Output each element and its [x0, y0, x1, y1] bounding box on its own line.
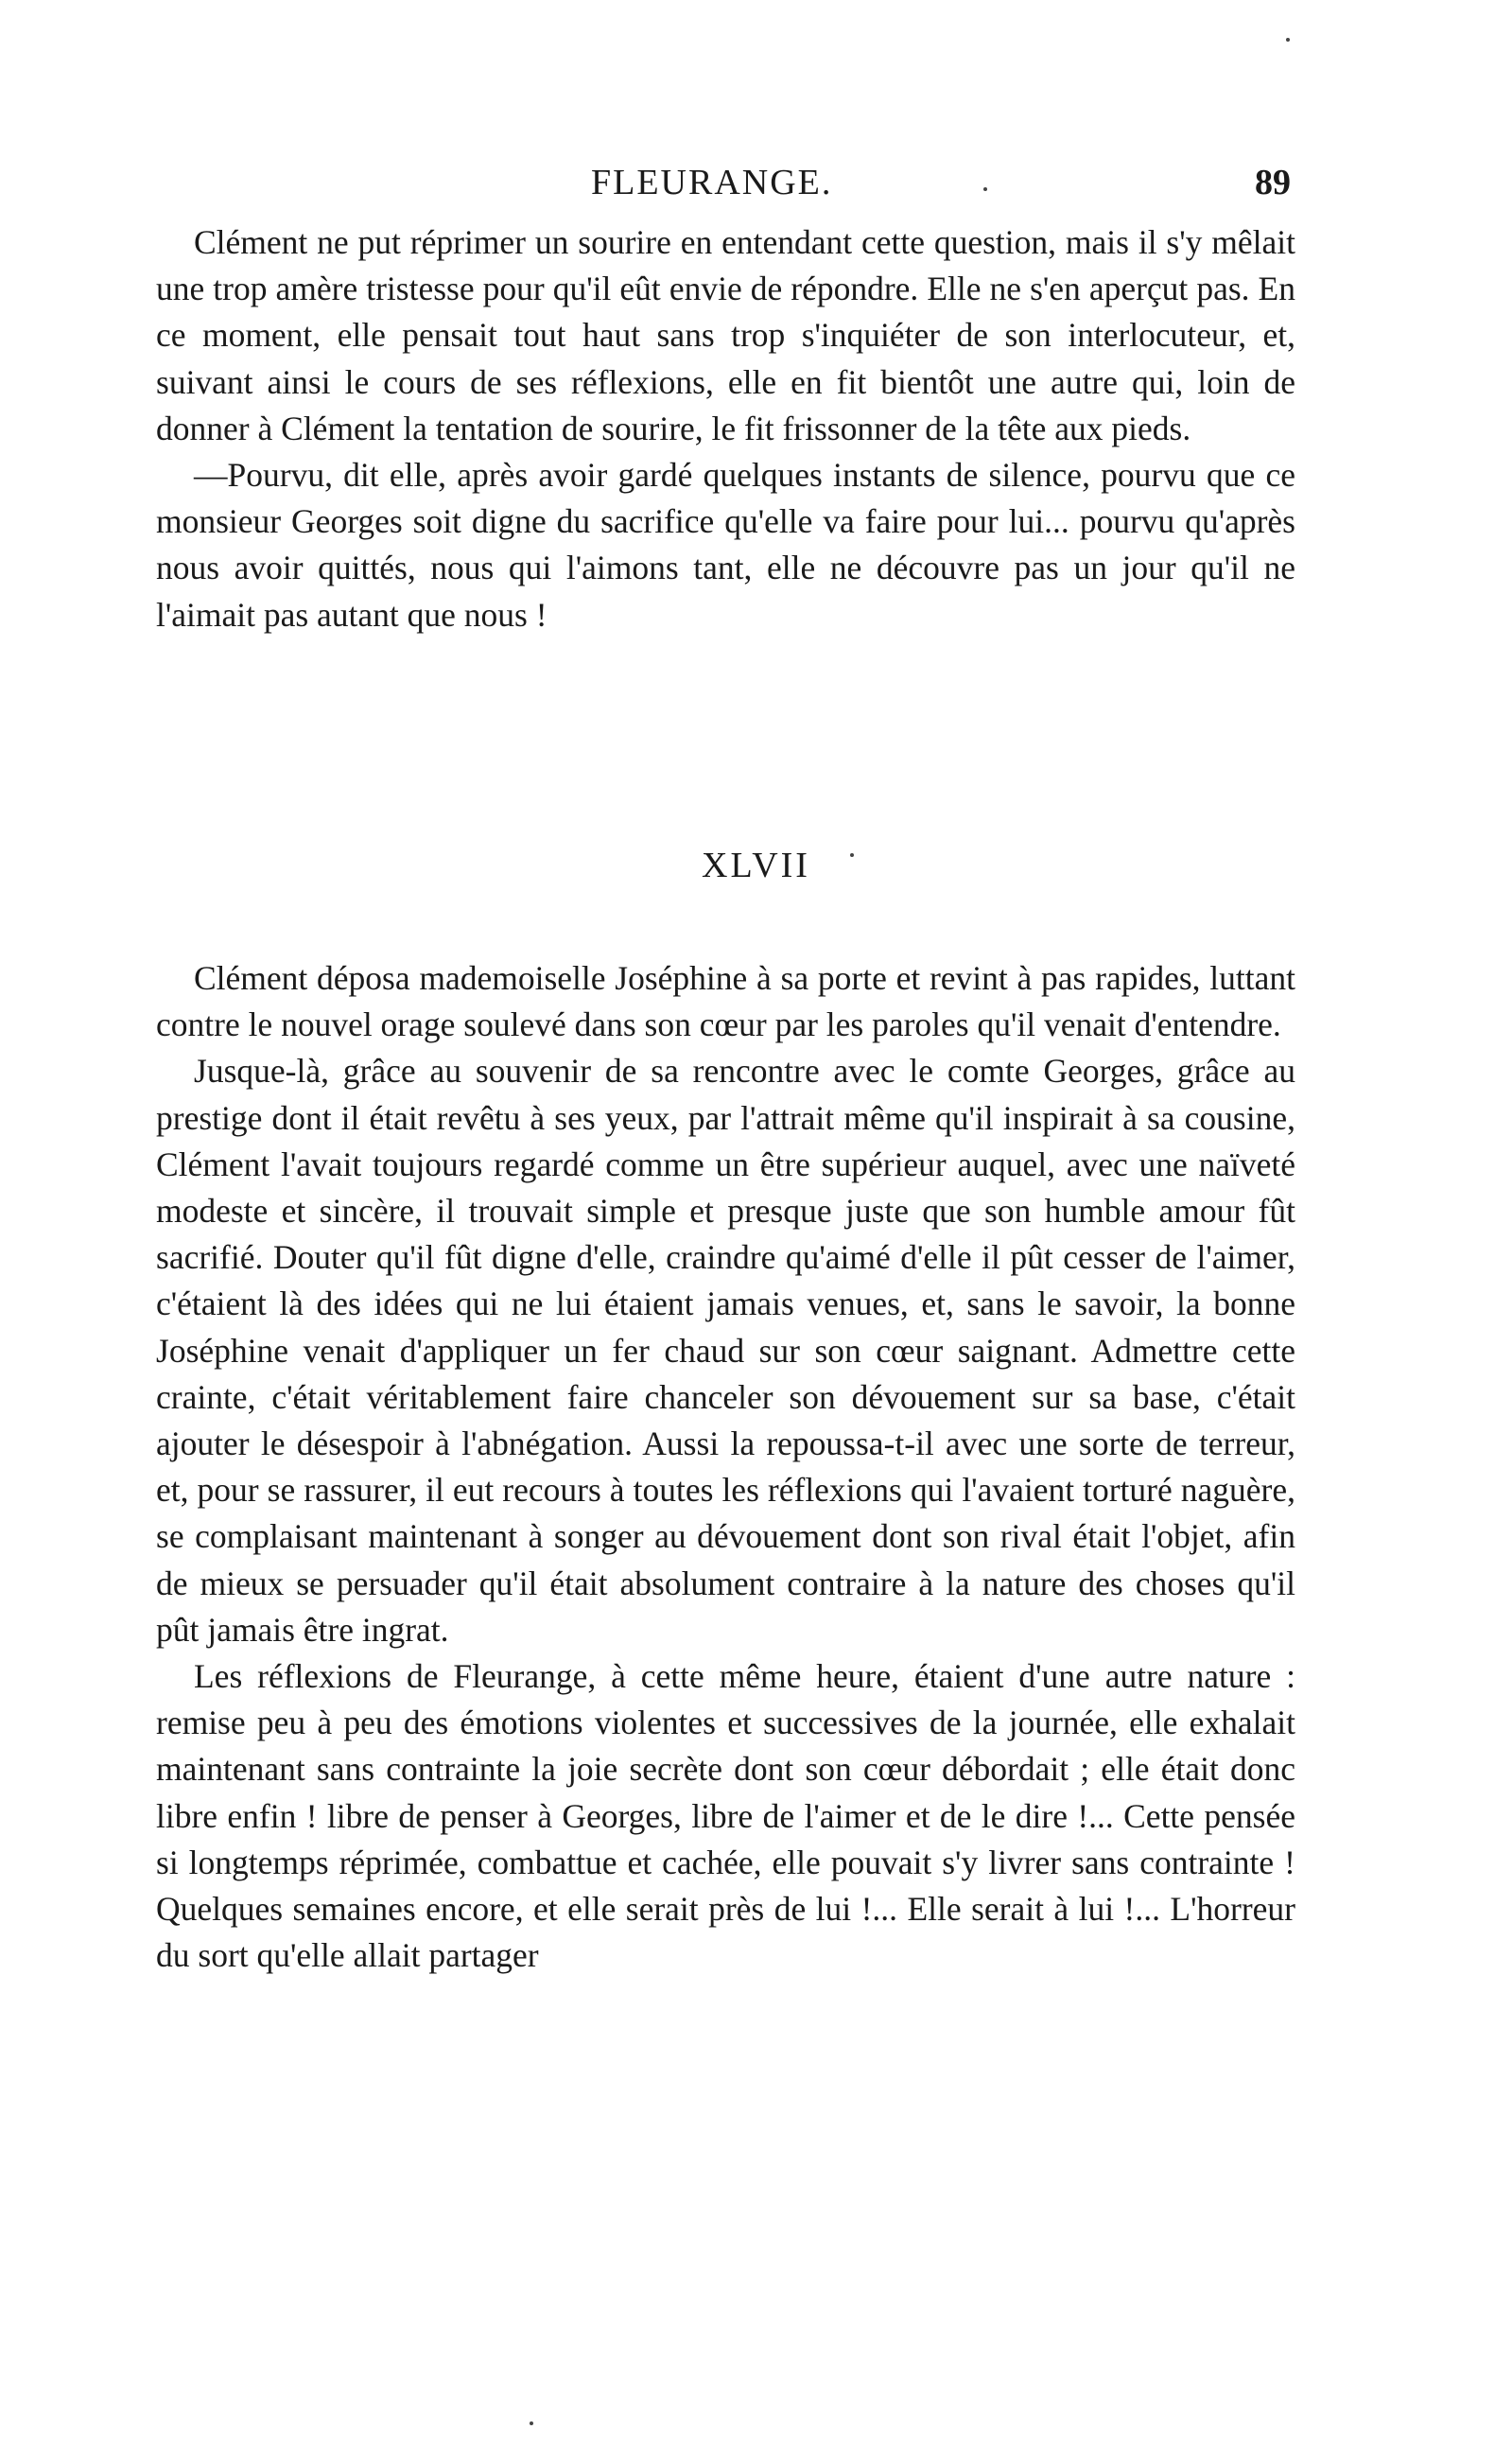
page-number: 89: [1255, 163, 1291, 202]
text-block-chapter-body: [156, 955, 1295, 1979]
text-block-before-chapter: [156, 219, 1295, 638]
scan-speck: [530, 2421, 533, 2425]
paragraph: Clément déposa mademoiselle Joséphine à sa porte et revint à pas rapides, luttant contre le nouvel orage soulevé dans son cœur par les paroles qu'il venait d'entendre.: [156, 959, 1295, 1044]
scan-speck: [850, 853, 854, 857]
paragraph: Les réflexions de Fleurange, à cette même heure, étaient d'une autre nature : remise peu à peu des émotions violentes et successives de la journée, elle exhalait maintenant sans contrainte la joie secrète dont son cœur débordait ; elle était donc libre enfin ! libre de penser à Georges, libre de l'aimer et de le dire !... Cette pensée si longtemps réprimée, combattue et cachée, elle pouvait s'y livrer sans contrainte ! Quelques semaines encore, et elle serait près de lui !... Elle serait à lui !... L'horreur du sort qu'elle allait partager: [156, 1657, 1295, 1975]
running-head: [156, 159, 1291, 206]
scan-speck: [983, 187, 987, 191]
paragraph: —Pourvu, dit elle, après avoir gardé quelques instants de silence, pourvu que ce monsieur Georges soit digne du sacrifice qu'elle va faire pour lui... pourvu qu'après nous avoir quittés, nous qui l'aimons tant, elle ne découvre pas un jour qu'il ne l'aimait pas autant que nous !: [156, 456, 1295, 634]
chapter-heading: XLVII: [702, 846, 810, 885]
paragraph: Clément ne put réprimer un sourire en entendant cette question, mais il s'y mêlait une trop amère tristesse pour qu'il eût envie de répondre. Elle ne s'en aperçut pas. En ce moment, elle pensait tout haut sans trop s'inquiéter de son interlocuteur, et, suivant ainsi le cours de ses réflexions, elle en fit bientôt une autre qui, loin de donner à Clément la tentation de sourire, le fit frissonner de la tête aux pieds.: [156, 223, 1295, 447]
scan-speck: [1286, 38, 1290, 42]
paragraph: Jusque-là, grâce au souvenir de sa rencontre avec le comte Georges, grâce au prestige dont il était revêtu à ses yeux, par l'attrait même qu'il inspirait à sa cousine, Clément l'avait toujours regardé comme un être supérieur auquel, avec une naïveté modeste et sincère, il trouvait simple et presque juste que son humble amour fût sacrifié. Douter qu'il fût digne d'elle, craindre qu'aimé d'elle il pût cesser de l'aimer, c'étaient là des idées qui ne lui étaient jamais venues, et, sans le savoir, la bonne Joséphine venait d'appliquer un fer chaud sur son cœur saignant. Admettre cette crainte, c'était véritablement faire chanceler son dévouement sur sa base, c'était ajouter le désespoir à l'abnégation. Aussi la repoussa-t-il avec une sorte de terreur, et, pour se rassurer, il eut recours à toutes les réflexions qui l'avaient torturé naguère, se complaisant maintenant à songer au dévouement dont son rival était l'objet, afin de mieux se persuader qu'il était absolument contraire à la nature des choses qu'il pût jamais être ingrat.: [156, 1052, 1295, 1649]
running-title: FLEURANGE.: [591, 163, 833, 202]
